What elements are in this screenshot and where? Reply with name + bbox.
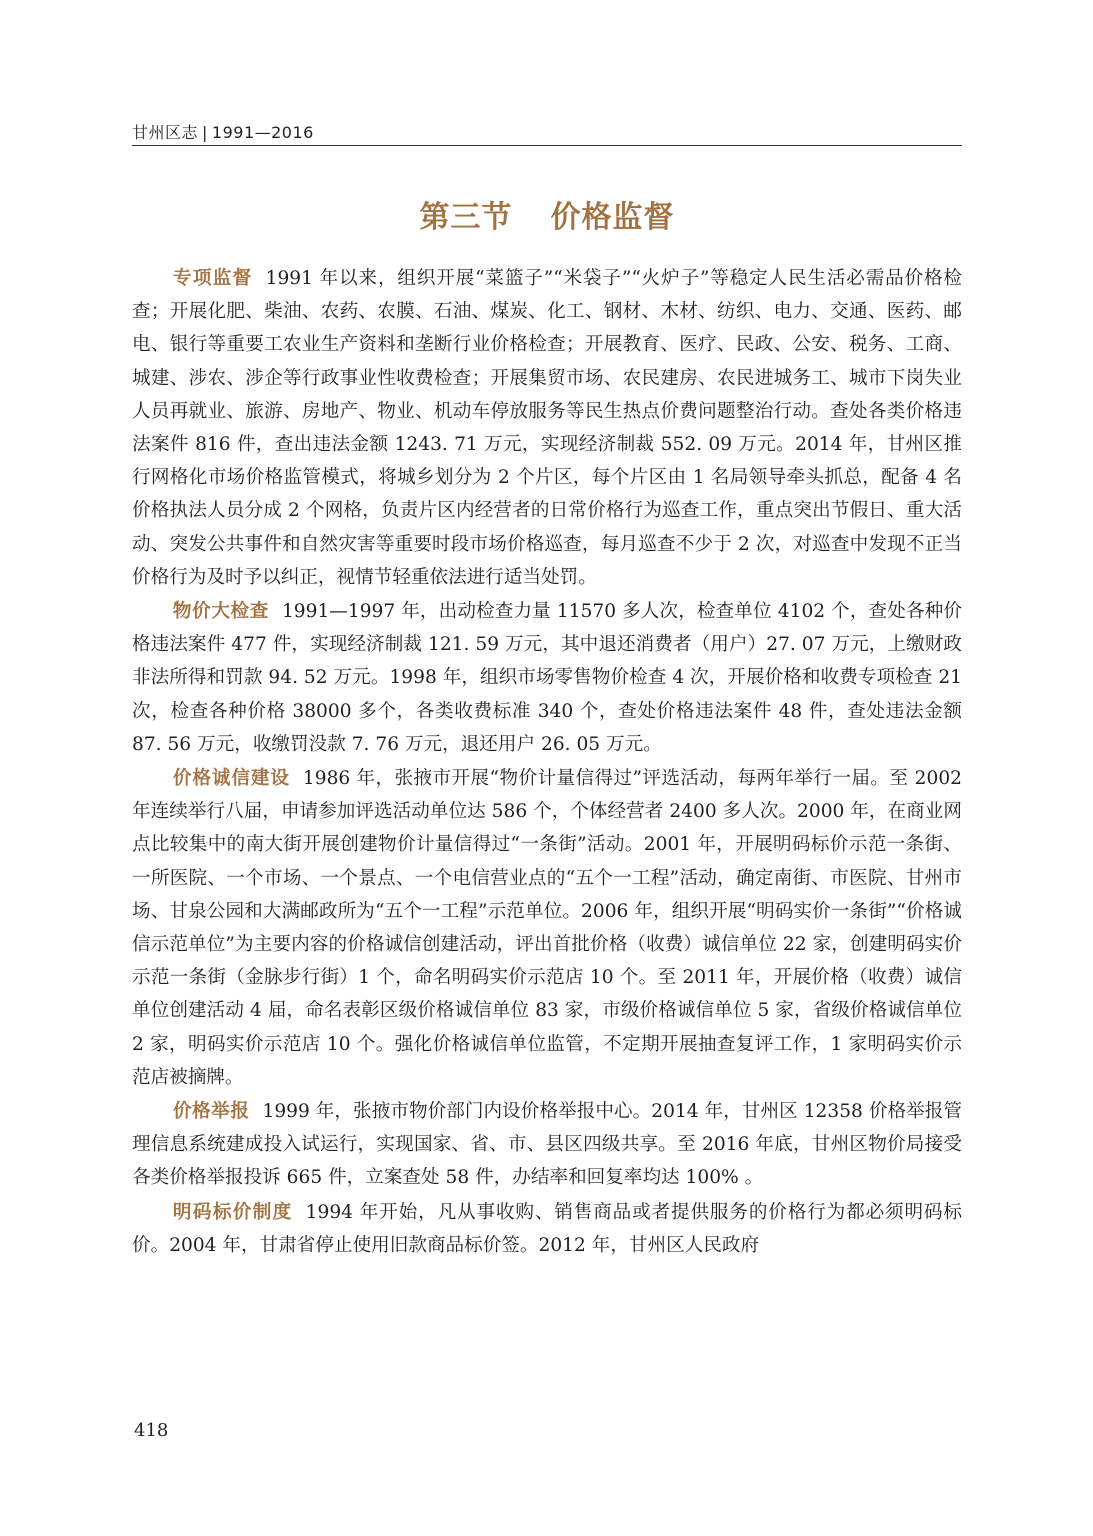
paragraph-special-supervision (132, 262, 962, 594)
section-number: 第三节 (419, 200, 513, 235)
paragraph-keyword: 专项监督 (172, 268, 253, 289)
page-number: 418 (134, 1420, 169, 1441)
book-title: 甘州区志 (132, 123, 199, 142)
paragraph-text: 1991—1997 年，出动检查力量 11570 多人次，检查单位 4102 个，查处各种价格违法案件 477 件，实现经济制裁 121. 59 万元，其中退还消费者（用户）27. 07 万元，上缴财政非法所得和罚款 94. 52 万元。1998 年，组织市场零售物价检查 4 次，开展价格和收费专项检查 21 次，检查各种价格 38000 多个，各类收费标准 340 个，查处价格违法案件 48 件，查处违法金额 87. 56 万元，收缴罚没款 7. 76 万元，退还用户 26. 05 万元。 (132, 601, 962, 755)
paragraph-text: 1999 年，张掖市物价部门内设价格举报中心。2014 年，甘州区 12358 价格举报管理信息系统建成投入试运行，实现国家、省、市、县区四级共享。至 2016 年底，甘州区物价局接受各类价格举报投诉 665 件，立案查处 58 件，办结率和回复率均达 100% 。 (132, 1101, 962, 1189)
year-range: 1991—2016 (211, 123, 314, 142)
paragraph-price-tagging (132, 1196, 962, 1262)
paragraph-text: 1986 年，张掖市开展“物价计量信得过”评选活动，每两年举行一届。至 2002 年连续举行八届，申请参加评选活动单位达 586 个，个体经营者 2400 多人次。2000 年，在商业网点比较集中的南大街开展创建物价计量信得过“一条街”活动。2001 年，开展明码标价示范一条街、一所医院、一个市场、一个景点、一个电信营业点的“五个一工程”活动，确定南街、市医院、甘州市场、甘泉公园和大满邮政所为“五个一工程”示范单位。2006 年，组织开展“明码实价一条街”“价格诚信示范单位”为主要内容的价格诚信创建活动，评出首批价格（收费）诚信单位 22 家，创建明码实价示范一条街（金脉步行街）1 个，命名明码实价示范店 10 个。至 2011 年，开展价格（收费）诚信单位创建活动 4 届，命名表彰区级价格诚信单位 83 家，市级价格诚信单位 5 家，省级价格诚信单位 2 家，明码实价示范店 10 个。强化价格诚信单位监管，不定期开展抽查复评工作，1 家明码实价示范店被摘牌。 (132, 768, 962, 1088)
header-rule (132, 145, 962, 146)
body-text (132, 262, 962, 1263)
paragraph-keyword: 物价大检查 (172, 601, 269, 623)
paragraph-keyword: 价格诚信建设 (172, 768, 290, 790)
paragraph-price-integrity (132, 762, 962, 1094)
paragraph-keyword: 明码标价制度 (172, 1201, 293, 1223)
section-title (132, 192, 962, 236)
paragraph-price-reporting (132, 1095, 962, 1195)
paragraph-text: 1994 年开始，凡从事收购、销售商品或者提供服务的价格行为都必须明码标价。2004 年，甘肃省停止使用旧款商品标价签。2012 年，甘州区人民政府 (132, 1201, 962, 1256)
paragraph-text: 1991 年以来，组织开展“菜篮子”“米袋子”“火炉子”等稳定人民生活必需品价格检查；开展化肥、柴油、农药、农膜、石油、煤炭、化工、钢材、木材、纺织、电力、交通、医药、邮电、银行等重要工农业生产资料和垄断行业价格检查；开展教育、医疗、民政、公安、税务、工商、城建、涉农、涉企等行政事业性收费检查；开展集贸市场、农民建房、农民进城务工、城市下岗失业人员再就业、旅游、房地产、物业、机动车停放服务等民生热点价费问题整治行动。查处各类价格违法案件 816 件，查出违法金额 1243. 71 万元，实现经济制裁 552. 09 万元。2014 年，甘州区推行网格化市场价格监管模式，将城乡划分为 2 个片区，每个片区由 1 名局领导牵头抓总，配备 4 名价格执法人员分成 2 个网格，负责片区内经营者的日常价格行为巡查工作，重点突出节假日、重大活动、突发公共事件和自然灾害等重要时段市场价格巡查，每月巡查不少于 2 次，对巡查中发现不正当价格行为及时予以纠正，视情节轻重依法进行适当处罚。 (132, 268, 962, 588)
paragraph-keyword: 价格举报 (172, 1101, 250, 1123)
paragraph-price-inspection (132, 595, 962, 761)
running-header (132, 120, 962, 143)
section-name: 价格监督 (550, 200, 675, 235)
header-separator: | (202, 123, 208, 142)
